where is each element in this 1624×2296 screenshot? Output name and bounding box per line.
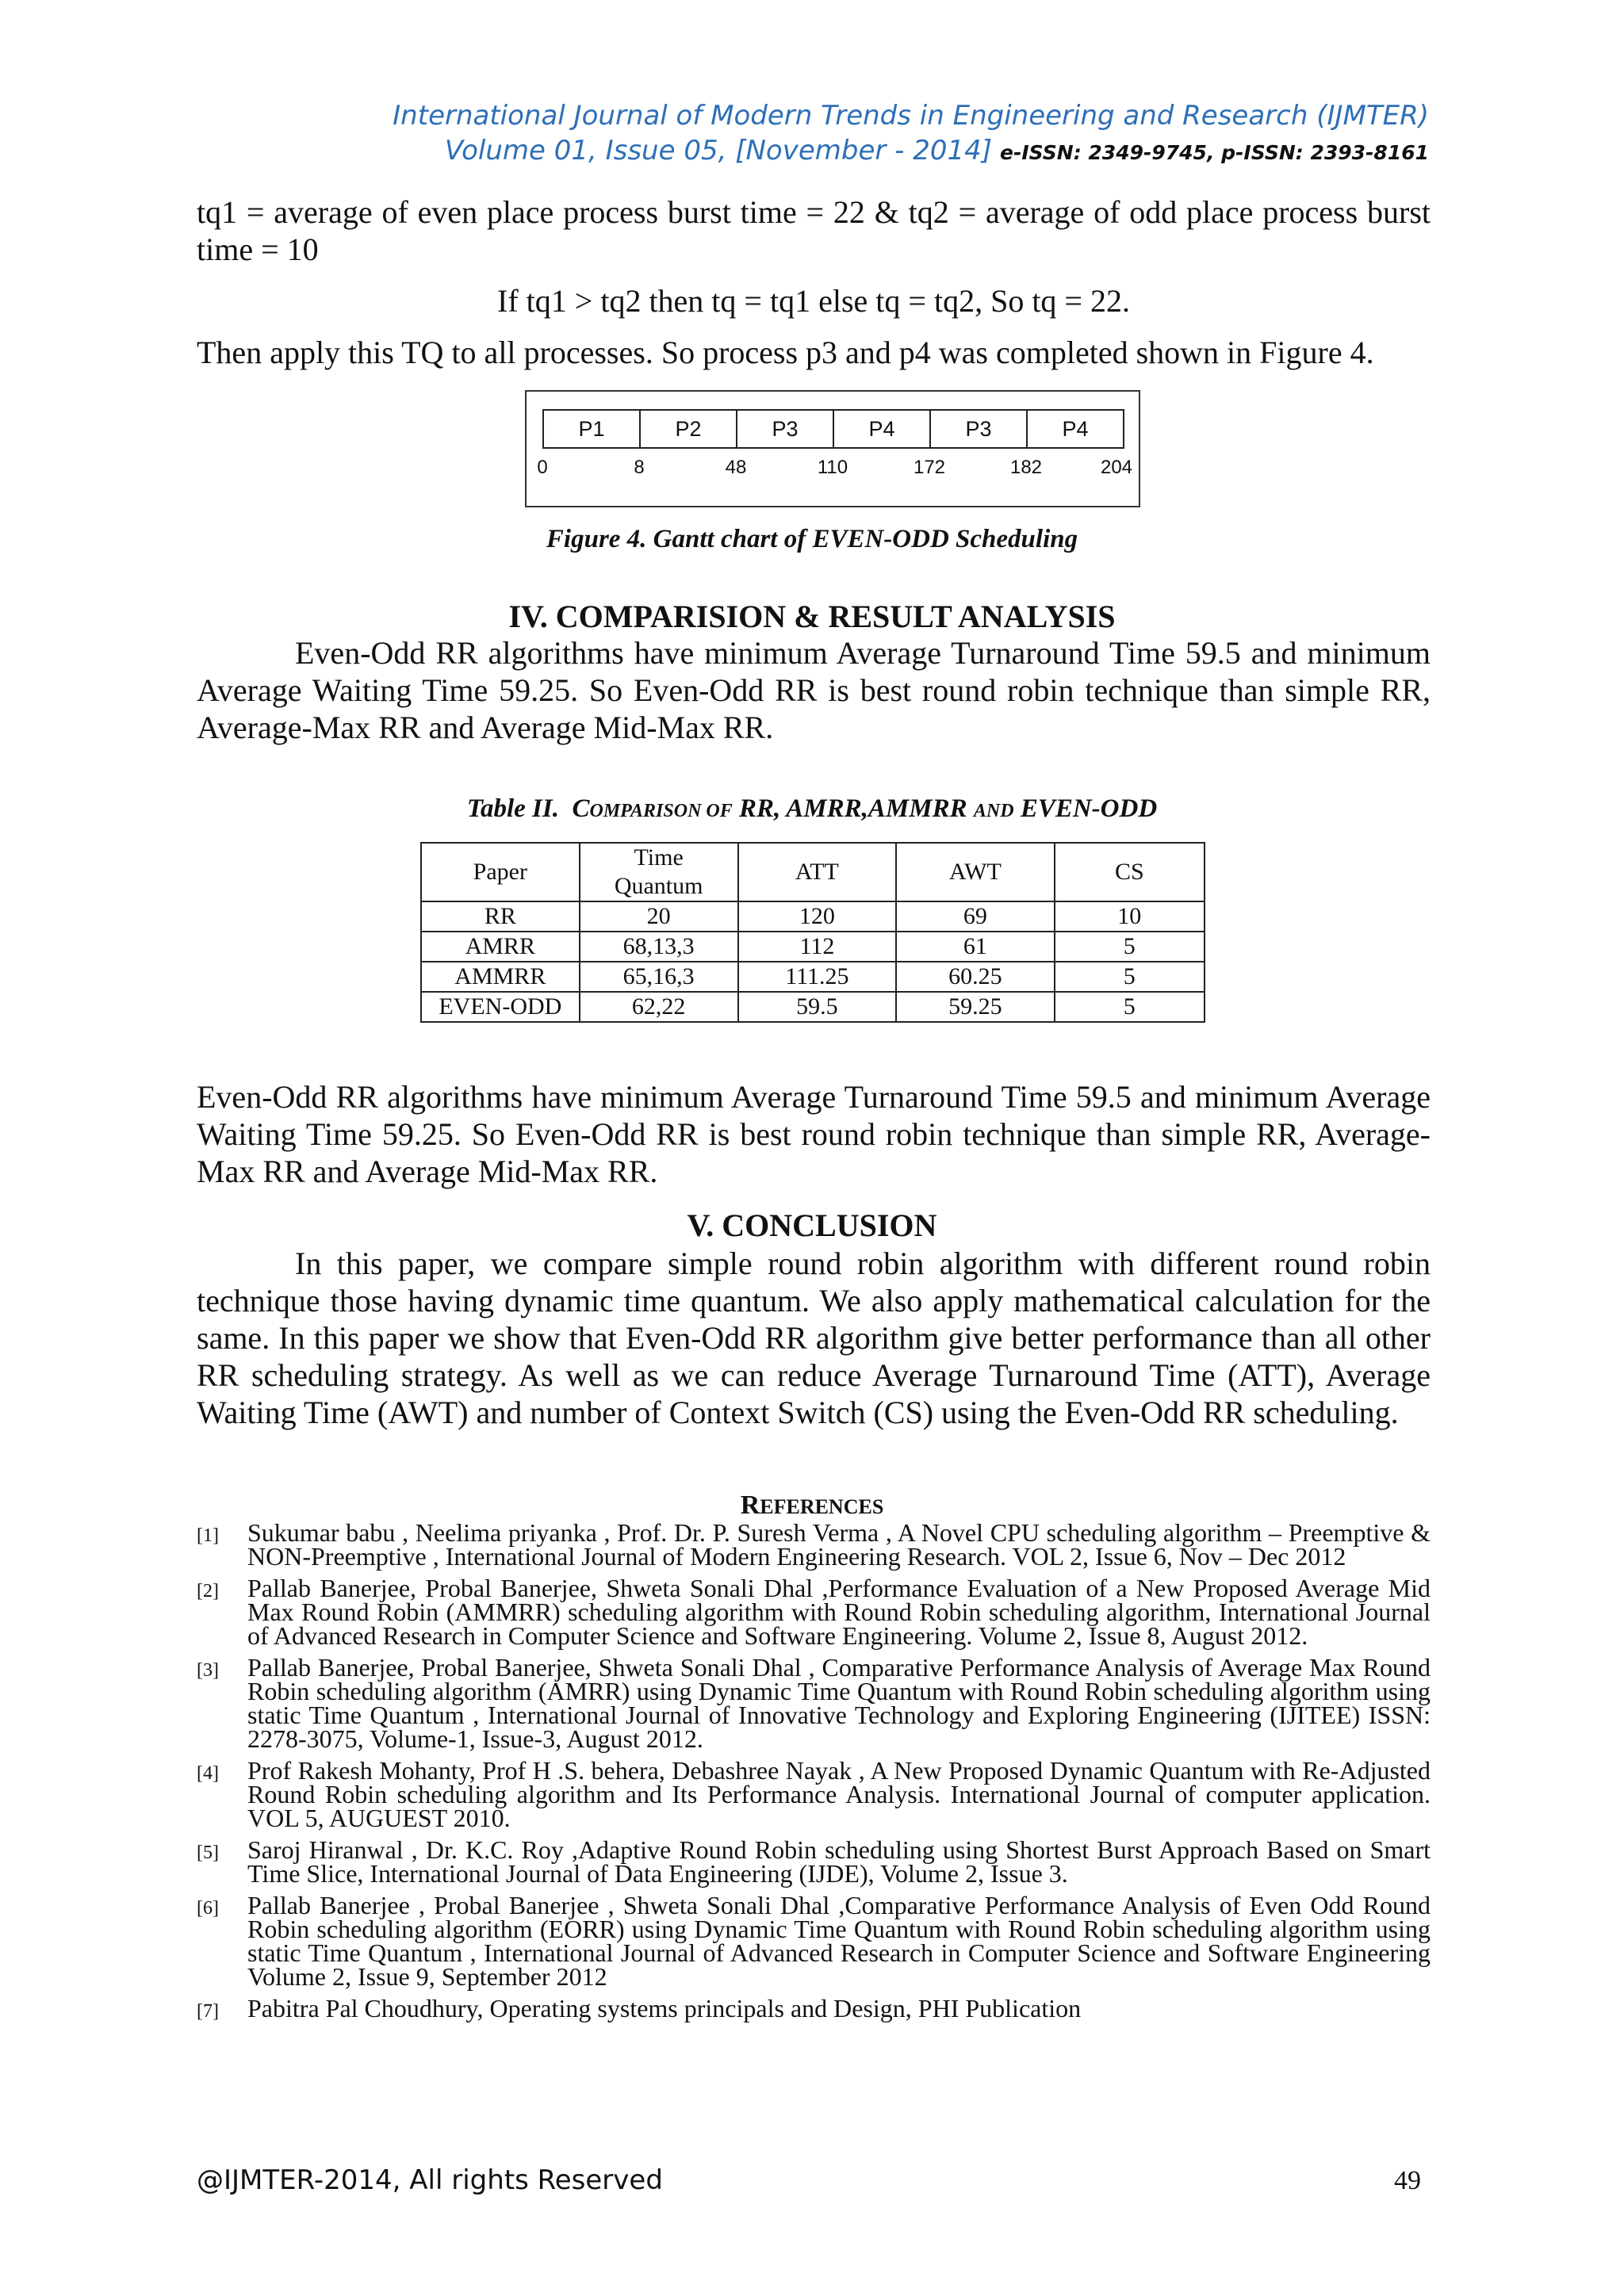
table-header-cell: Paper (421, 843, 580, 901)
table-cell: 59.25 (896, 992, 1054, 1022)
journal-issue-line (393, 133, 1429, 170)
section-4-body (197, 634, 1431, 746)
reference-text: Pallab Banerjee, Probal Banerjee, Shweta Sonali Dhal , Comparative Performance Analysis of Average Max Round Robin scheduling algorithm (AMRR) using Dynamic Time Quantum with Round Robin scheduling algorithm using static Time Quantum , International Journal of Innovative Technology and Exploring Engineering (IJITEE) ISSN: 2278-3075, Volume-1, Issue-3, August 2012. (247, 1653, 1431, 1753)
table-cell: 69 (896, 901, 1054, 932)
table-cell: RR (421, 901, 580, 932)
table-caption-mid: RR, AMRR,AMMRR (732, 794, 974, 823)
table-cell: 62,22 (580, 992, 738, 1022)
gantt-segment: P3 (929, 409, 1028, 449)
table-cell: 112 (738, 932, 897, 962)
reference-item (197, 1518, 1431, 1571)
gantt-tick-label: 204 (1100, 457, 1133, 478)
reference-text: Saroj Hiranwal , Dr. K.C. Roy ,Adaptive Round Robin scheduling using Shortest Burst Approach Based on Smart Time Slice, International Journal of Data Engineering (IJDE), Volume 2, Issue 3. (247, 1835, 1431, 1888)
table-caption-small-2: AND (973, 801, 1014, 821)
reference-number: [4] (197, 1763, 219, 1784)
journal-volume: Volume 01, Issue 05, [November - 2014] (444, 135, 993, 166)
reference-item (197, 1655, 1431, 1751)
conclusion-paragraph: In this paper, we compare simple round robin algorithm with different round robin technique those having dynamic time quantum. We also apply mathematical calculation for the same. In this paper we show that Even-Odd RR algorithm give better performance than all other RR scheduling strategy. As well as we can reduce Average Turnaround Time (ATT), Average Waiting Time (AWT) and number of Context Switch (CS) using the Even-Odd RR scheduling. (197, 1246, 1431, 1430)
gantt-tick-label: 182 (1009, 457, 1043, 478)
reference-number: [5] (197, 1843, 219, 1863)
gantt-tick-label: 110 (817, 457, 848, 478)
reference-text: Sukumar babu , Neelima priyanka , Prof. Dr. P. Suresh Verma , A Novel CPU scheduling algorithm – Preemptive & NON-Preemptive , International Journal of Modern Engineering Research. VOL 2, Issue 6, Nov – Dec 2012 (247, 1518, 1431, 1571)
footer-copyright: @IJMTER-2014, All rights Reserved (197, 2164, 663, 2196)
table-cell: 68,13,3 (580, 932, 738, 962)
reference-number: [7] (197, 2001, 219, 2022)
table-row (421, 932, 1205, 962)
intro-block (197, 193, 1431, 371)
table-header-row (421, 843, 1205, 901)
reference-number: [2] (197, 1581, 219, 1601)
table-row (421, 992, 1205, 1022)
reference-text: Pallab Banerjee , Probal Banerjee , Shweta Sonali Dhal ,Comparative Performance Analysis of Even Odd Round Robin scheduling algorithm (EORR) using Dynamic Time Quantum with Round Robin scheduling algorithm using static Time Quantum , International Journal of Advanced Research in Computer Science and Software Engineering Volume 2, Issue 9, September 2012 (247, 1891, 1431, 1991)
table-cell: 65,16,3 (580, 962, 738, 992)
gantt-tick-label: 0 (537, 457, 548, 478)
reference-text: Prof Rakesh Mohanty, Prof H .S. behera, Debashree Nayak , A New Proposed Dynamic Quantum with Re-Adjusted Round Robin scheduling algorithm and Its Performance Analysis. International Journal of computer application. VOL 5, AUGUEST 2010. (247, 1756, 1431, 1832)
table-cell: 5 (1055, 992, 1205, 1022)
reference-item (197, 1891, 1431, 1991)
intro-paragraph: tq1 = average of even place process burst time = 22 & tq2 = average of odd place process burst time = 10 (197, 194, 1431, 267)
table-header-cell: Time Quantum (580, 843, 738, 901)
references-heading (0, 1490, 1624, 1521)
references-heading-rest: EFERENCES (760, 1495, 884, 1518)
table-caption-end: EVEN-ODD (1013, 794, 1158, 823)
table-cell: AMMRR (421, 962, 580, 992)
table-cell: AMRR (421, 932, 580, 962)
intro-paragraph-2: Then apply this TQ to all processes. So process p3 and p4 was completed shown in Figure 4. (197, 335, 1374, 370)
gantt-tick-label: 8 (634, 457, 645, 478)
reference-text: Pallab Banerjee, Probal Banerjee, Shweta Sonali Dhal ,Performance Evaluation of a New Proposed Average Mid Max Round Robin (AMMRR) scheduling algorithm with Round Robin scheduling algorithm, International Journal of Advanced Research in Computer Science and Software Engineering. Volume 2, Issue 8, August 2012. (247, 1574, 1431, 1650)
page-number: 49 (1394, 2166, 1421, 2195)
table-cell: 10 (1055, 901, 1205, 932)
reference-number: [6] (197, 1898, 219, 1919)
table-cell: 111.25 (738, 962, 897, 992)
gantt-segment: P4 (833, 409, 931, 449)
table-cell: 120 (738, 901, 897, 932)
after-table-paragraph: Even-Odd RR algorithms have minimum Average Turnaround Time 59.5 and minimum Average Waiting Time 59.25. So Even-Odd RR is best round robin technique than simple RR, Average-Max RR and Average Mid-Max RR. (197, 1079, 1431, 1189)
journal-issn: e-ISSN: 2349-9745, p-ISSN: 2393-8161 (1000, 141, 1429, 164)
section-4-paragraph: Even-Odd RR algorithms have minimum Average Turnaround Time 59.5 and minimum Average Waiting Time 59.25. So Even-Odd RR is best round robin technique than simple RR, Average-Max RR and Average Mid-Max RR. (197, 635, 1431, 745)
table-cell: 61 (896, 932, 1054, 962)
gantt-segment: P3 (736, 409, 834, 449)
gantt-tick-label: 172 (913, 457, 946, 478)
gantt-tick-label: 48 (725, 457, 747, 478)
section-4-heading: IV. COMPARISION & RESULT ANALYSIS (508, 599, 1116, 634)
table-cell: 5 (1055, 962, 1205, 992)
table-cell: EVEN-ODD (421, 992, 580, 1022)
reference-item (197, 1758, 1431, 1830)
journal-title: International Journal of Modern Trends in Engineering and Research (IJMTER) (393, 100, 1429, 132)
table-header-cell: AWT (896, 843, 1054, 901)
gantt-segment: P1 (542, 409, 641, 449)
table-cell: 59.5 (738, 992, 897, 1022)
reference-number: [1] (197, 1525, 219, 1546)
table-row (421, 901, 1205, 932)
table-caption-small-1: OMPARISON OF (589, 801, 733, 821)
table-header-cell: ATT (738, 843, 897, 901)
section-5-body (197, 1245, 1431, 1431)
table-cell: 5 (1055, 932, 1205, 962)
section-5-heading: V. CONCLUSION (687, 1207, 937, 1243)
table-header-cell: CS (1055, 843, 1205, 901)
reference-item (197, 1835, 1431, 1888)
comparison-table (420, 842, 1205, 1023)
gantt-segment: P4 (1026, 409, 1124, 449)
after-table-body (197, 1078, 1431, 1190)
table-caption-c: C (572, 794, 590, 823)
tq-formula: If tq1 > tq2 then tq = tq1 else tq = tq2, So tq = 22. (497, 283, 1130, 319)
table-caption-prefix: Table II. (466, 794, 559, 823)
table-cell: 20 (580, 901, 738, 932)
figure-caption: Figure 4. Gantt chart of EVEN-ODD Scheduling (546, 525, 1078, 553)
reference-number: [3] (197, 1660, 219, 1681)
reference-item (197, 1996, 1431, 2023)
references-list (197, 1518, 1431, 2031)
references-heading-initial: R (740, 1490, 760, 1520)
table-cell: 60.25 (896, 962, 1054, 992)
gantt-segment: P2 (639, 409, 737, 449)
reference-text: Pabitra Pal Choudhury, Operating systems principals and Design, PHI Publication (247, 1994, 1082, 2022)
table-caption (0, 794, 1624, 824)
journal-header (393, 98, 1429, 170)
table-row (421, 962, 1205, 992)
reference-item (197, 1574, 1431, 1650)
gantt-chart (525, 390, 1140, 507)
